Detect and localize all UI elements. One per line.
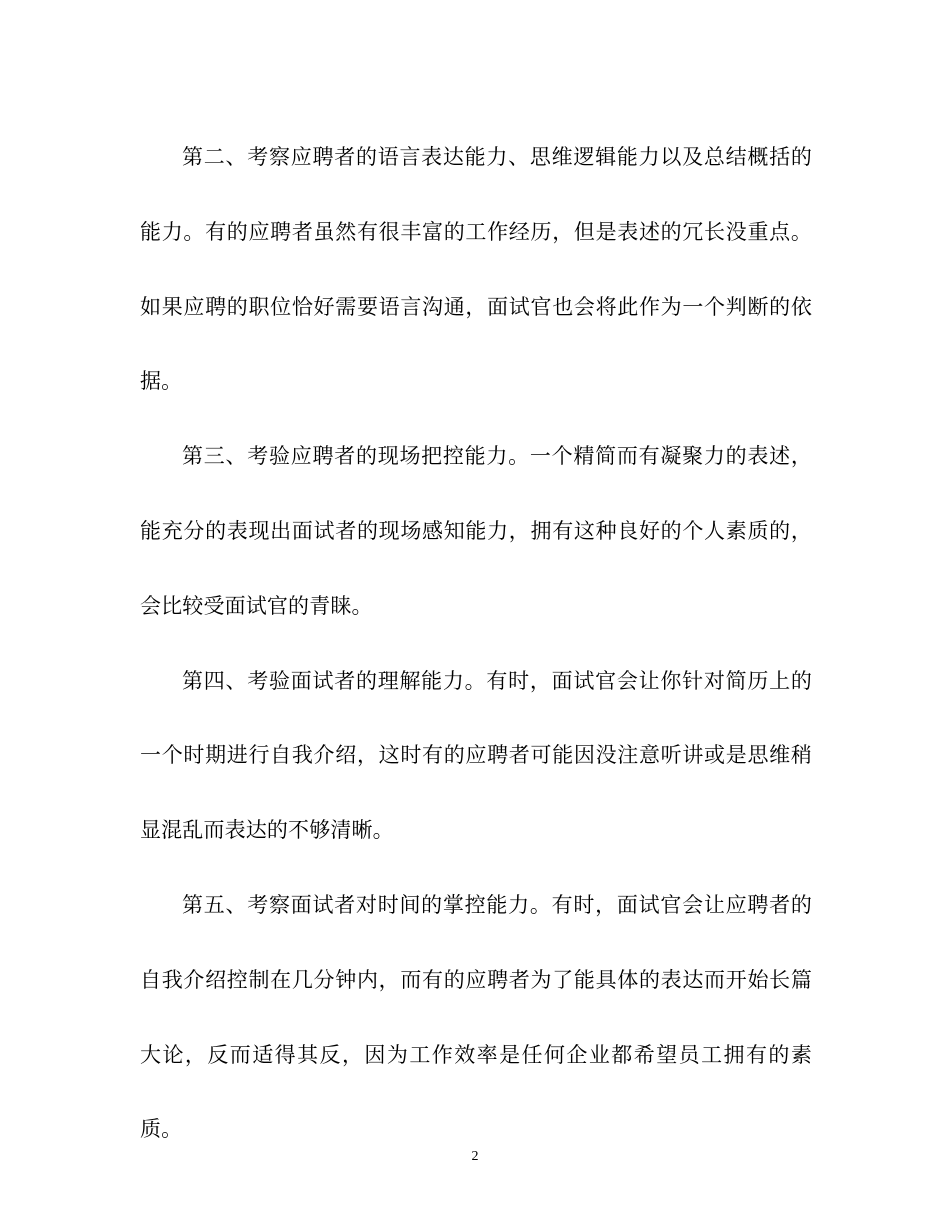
paragraph-5-time-control: 第五、考察面试者对时间的掌控能力。有时，面试官会让应聘者的自我介绍控制在几分钟内，而有的应聘者为了能具体的表达而开始长篇大论，反而适得其反，因为工作效率是任何企业都希望员工拥有的素质。	[140, 892, 812, 1142]
paragraph-4-comprehension: 第四、考验面试者的理解能力。有时，面试官会让你针对简历上的一个时期进行自我介绍，这时有的应聘者可能因没注意听讲或是思维稍显混乱而表达的不够清晰。	[140, 668, 812, 843]
paragraph-3-onsite-control: 第三、考验应聘者的现场把控能力。一个精简而有凝聚力的表述，能充分的表现出面试者的现场感知能力，拥有这种良好的个人素质的，会比较受面试官的青睐。	[140, 444, 812, 618]
page-number: 2	[471, 1149, 479, 1164]
document-body	[140, 120, 812, 1167]
paragraph-2-language-ability: 第二、考察应聘者的语言表达能力、思维逻辑能力以及总结概括的能力。有的应聘者虽然有很丰富的工作经历，但是表述的冗长没重点。如果应聘的职位恰好需要语言沟通，面试官也会将此作为一个判断的依据。	[140, 145, 812, 394]
